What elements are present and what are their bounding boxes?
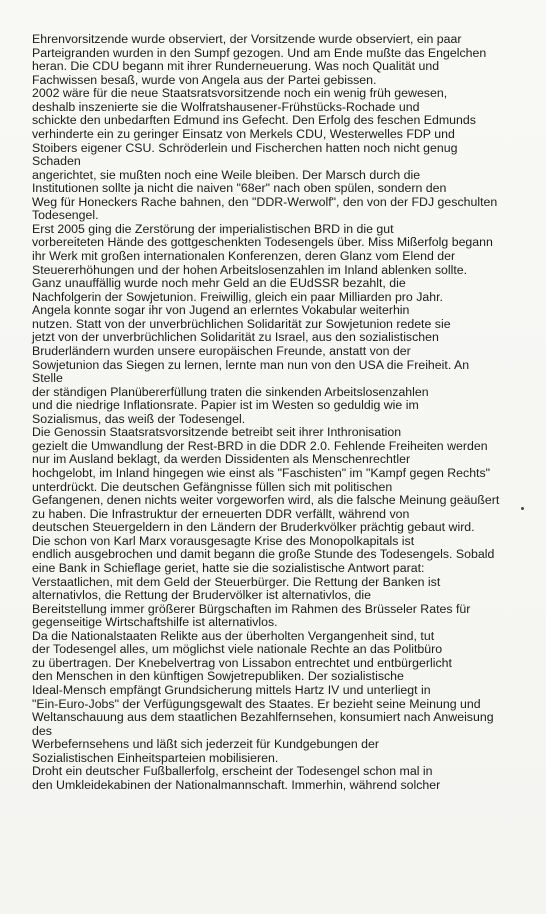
text-line: Gefangenen, denen nichts weiter vorgeworfen wird, als die falsche Meinung geäußert <box>32 493 500 508</box>
text-line: der Todesengel alles, um möglichst viele nationale Rechte an das Politbüro <box>32 642 443 657</box>
text-line: 2002 wäre für die neue Staatsratsvorsitzende noch ein wenig früh gewesen, <box>32 86 448 101</box>
text-line: Droht ein deutscher Fußballerfolg, erscheint der Todesengel schon mal in <box>32 764 433 779</box>
text-line: Steuererhöhungen und der hohen Arbeitslosenzahlen im Inland ablenken sollte. <box>32 262 468 277</box>
text-line: den Menschen in den künftigen Sowjetrepubliken. Der sozialistische <box>32 669 404 684</box>
text-line: Ganz unauffällig wurde noch mehr Geld an die EUdSSR bezahlt, die <box>32 276 406 291</box>
text-line: Angela konnte sogar ihr von Jugend an erlerntes Vokabular weiterhin <box>32 303 410 318</box>
text-line: verhinderte ein zu geringer Einsatz von Merkels CDU, Westerwelles FDP und <box>32 126 455 141</box>
scan-speck <box>521 507 524 510</box>
text-line: Schaden <box>32 154 81 169</box>
text-line: ihr Werk mit großen internationalen Konferenzen, deren Glanz vom Elend der <box>32 249 456 263</box>
text-line: Die schon von Karl Marx vorausgesagte Krise des Monopolkapitals ist <box>32 533 415 548</box>
text-line: zu haben. Die Infrastruktur der erneuerten DDR verfällt, während von <box>32 506 410 521</box>
text-line: heran. Die CDU begann mit ihrer Runderneuerung. Was noch Qualität und <box>32 59 440 74</box>
text-line: Stelle <box>32 371 63 386</box>
text-line: des <box>32 723 52 738</box>
text-line: Weltanschauung aus dem staatlichen Bezahlfernsehen, konsumiert nach Anweisung <box>32 710 494 725</box>
text-line: Bruderländern wurden unsere europäischen Freunde, anstatt von der <box>32 343 411 358</box>
text-line: angerichtet, sie mußten noch eine Weile bleiben. Der Marsch durch die <box>32 167 421 182</box>
text-line: zu übertragen. Der Knebelvertrag von Lissabon entrechtet und entbürgerlicht <box>32 655 452 670</box>
text-line: Die Genossin Staatsratsvorsitzende betreibt seit ihrer Inthronisation <box>32 425 402 440</box>
text-line: Erst 2005 ging die Zerstörung der imperialistischen BRD in die gut <box>32 221 394 236</box>
text-line: Stoibers eigener CSU. Schröderlein und Fischerchen hatten noch nicht genug <box>32 140 458 155</box>
text-line: nur im Ausland beklagt, da werden Dissidenten als Menschenrechtler <box>32 452 411 467</box>
text-line: der ständigen Planübererfüllung traten die sinkenden Arbeitslosenzahlen <box>32 384 429 399</box>
text-line: hochgelobt, im Inland hingegen wie einst als "Faschisten" im "Kampf gegen Rechts" <box>32 466 491 480</box>
text-line: unterdrückt. Die deutschen Gefängnisse füllen sich mit politischen <box>32 479 393 494</box>
text-line: vorbereiteten Hände des gottgeschenkten Todesengels über. Miss Mißerfolg begann <box>32 235 493 250</box>
text-line: Ideal-Mensch empfängt Grundsicherung mittels Hartz IV und unterliegt in <box>32 683 431 697</box>
text-line: Sowjetunion das Siegen zu lernen, lernte man nun von den USA die Freiheit. An <box>32 357 470 372</box>
text-line: Weg für Honeckers Rache bahnen, den "DDR-Werwolf", den von der FDJ geschulten <box>32 194 498 209</box>
text-line: Sozialistischen Einheitsparteien mobilisieren. <box>32 750 279 765</box>
text-line: nutzen. Statt von der unverbrüchlichen Solidarität zur Sowjetunion redete sie <box>32 316 451 331</box>
text-line: schickte den unbedarften Edmund ins Gefecht. Den Erfolg des feschen Edmunds <box>32 113 476 128</box>
body-text <box>32 33 540 793</box>
text-line: den Umkleidekabinen der Nationalmannschaft. Immerhin, während solcher <box>32 777 441 792</box>
text-line: Todesengel. <box>32 208 99 223</box>
text-line: Ehrenvorsitzende wurde observiert, der Vorsitzende wurde observiert, ein paar <box>32 32 462 46</box>
text-line: alternativlos, die Rettung der Brudervölker ist alternativlos, die <box>32 588 371 603</box>
text-line: "Ein-Euro-Jobs" der Verfügungsgewalt des Staates. Er bezieht seine Meinung und <box>32 696 481 711</box>
text-line: jetzt von der unverbrüchlichen Solidarität zu Israel, aus den sozialistischen <box>32 330 439 345</box>
text-line: Bereitstellung immer größerer Bürgschaften im Rahmen des Brüsseler Rates für <box>32 601 471 616</box>
text-line: und die niedrige Inflationsrate. Papier ist im Westen so geduldig wie im <box>32 398 419 413</box>
text-line: Parteigranden wurden in den Sumpf gezogen. Und am Ende mußte das Engelchen <box>32 45 487 60</box>
text-line: deshalb inszenierte sie die Wolfratshausener-Frühstücks-Rochade und <box>32 99 420 114</box>
text-line: Nachfolgerin der Sowjetunion. Freiwillig, gleich ein paar Milliarden pro Jahr. <box>32 289 443 304</box>
text-line: Sozialismus, das weiß der Todesengel. <box>32 411 246 426</box>
text-line: Fachwissen besaß, wurde von Angela aus der Partei gebissen. <box>32 72 377 87</box>
text-line: Da die Nationalstaaten Relikte aus der überholten Vergangenheit sind, tut <box>32 628 435 643</box>
text-line: endlich ausgebrochen und damit begann die große Stunde des Todesengels. Sobald <box>32 547 495 562</box>
text-line: gezielt die Umwandlung der Rest-BRD in die DDR 2.0. Fehlende Freiheiten werden <box>32 438 488 453</box>
text-line: Verstaatlichen, mit dem Geld der Steuerbürger. Die Rettung der Banken ist <box>32 574 441 589</box>
text-line: Institutionen sollte ja nicht die naiven "68er" nach oben spülen, sondern den <box>32 181 447 196</box>
text-line: Werbefernsehens und läßt sich jederzeit für Kundgebungen der <box>32 737 379 752</box>
text-line: gegenseitige Wirtschaftshilfe ist alternativlos. <box>32 615 278 630</box>
text-line: eine Bank in Schieflage geriet, hatte sie die sozialistische Antwort parat: <box>32 560 425 575</box>
text-line: deutschen Steuergeldern in den Ländern der Bruderkvölker prächtig gebaut wird. <box>32 520 475 535</box>
